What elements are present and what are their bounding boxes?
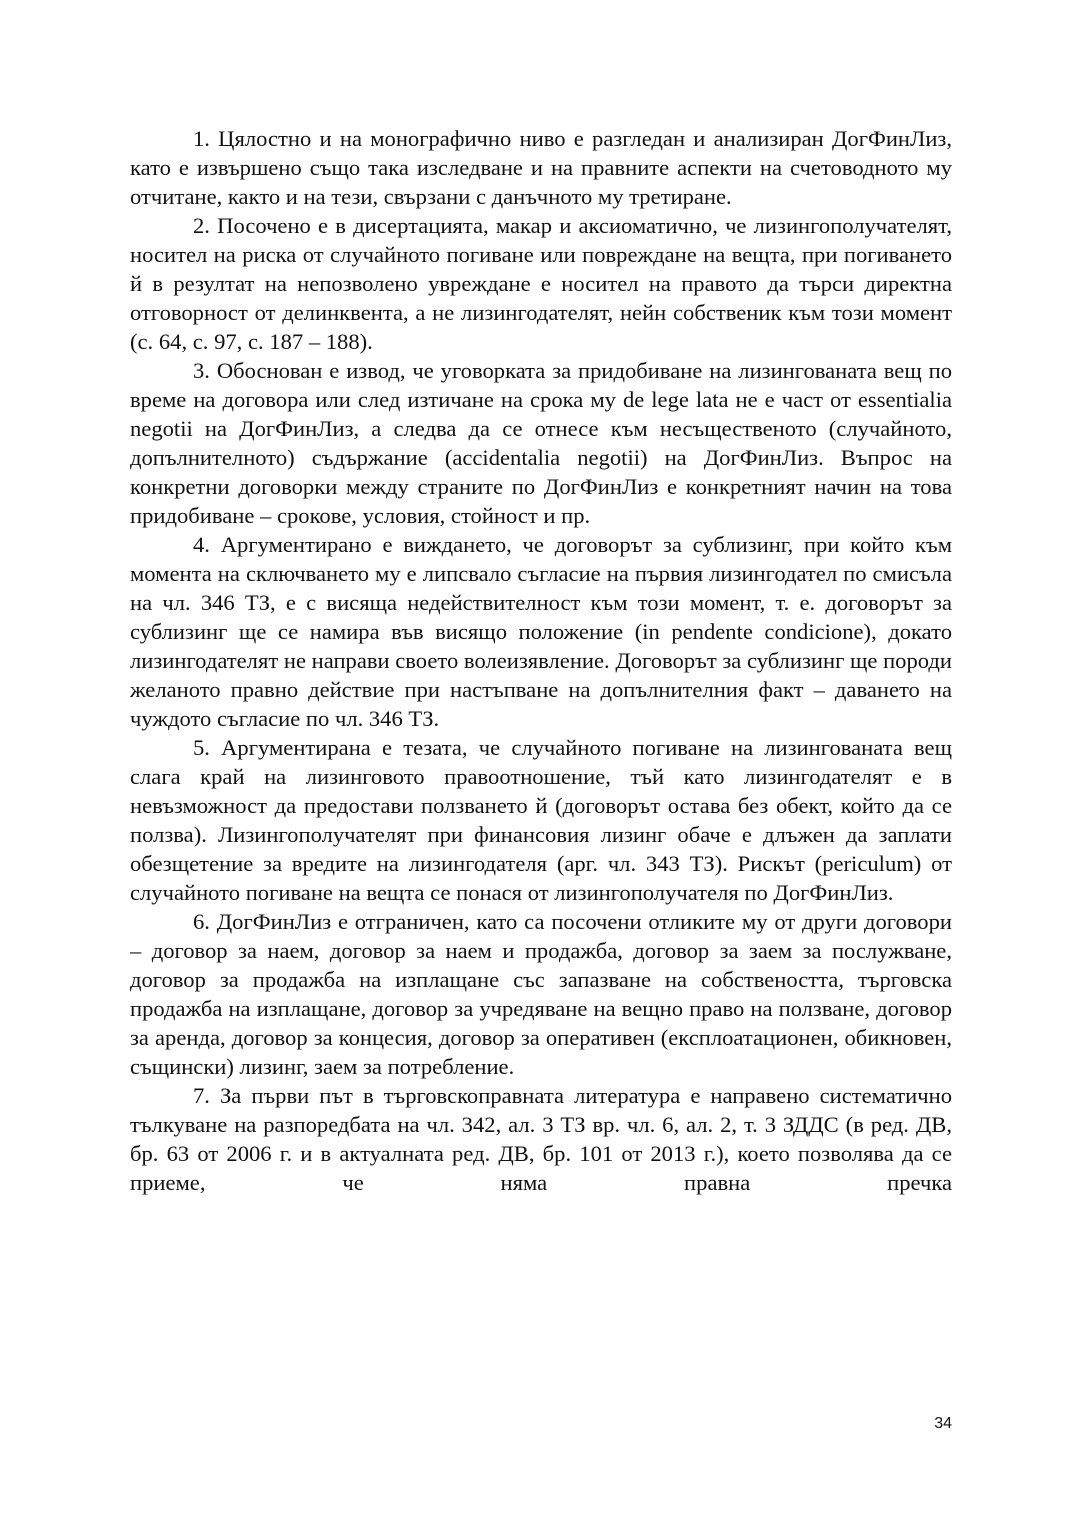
paragraph-7: 7. За първи път в търговскоправната литература е направено систематично тълкуване на разпоредбата на чл. 342, ал. 3 ТЗ вр. чл. 6, ал. 2, т. 3 ЗДДС (в ред. ДВ, бр. 63 от 2006 г. и в актуалната ред. ДВ, бр. 101 от 2013 г.), което позволява да се приеме, че няма правна пречка (130, 1083, 952, 1195)
paragraph-5: 5. Аргументирана е тезата, че случайното погиване на лизингованата вещ слага край на лизинговото правоотношение, тъй като лизингодателят е в невъзможност да предостави ползването й (договорът остава без обект, който да се ползва). Лизингополучателят при финансовия лизинг обаче е длъжен да заплати обезщетение за вредите на лизингодателя (арг. чл. 343 ТЗ). Рискът (periculum) от случайното погиване на вещта се понася от лизингополучателя по ДогФинЛиз. (130, 735, 952, 905)
paragraph-1: 1. Цялостно и на монографично ниво е разгледан и анализиран ДогФинЛиз, като е извършено също така изследване и на правните аспекти на счетоводното му отчитане, както и на тези, свързани с данъчното му третиране. (130, 126, 952, 209)
paragraph-3: 3. Обоснован е извод, че уговорката за придобиване на лизингованата вещ по време на договора или след изтичане на срока му de lege lata не е част от essentialia negotii на ДогФинЛиз, а следва да се отнесе към несъщественото (случайното, допълнителното) съдържание (accidentalia negotii) на ДогФинЛиз. Въпрос на конкретни договорки между страните по ДогФинЛиз е конкретният начин на това придобиване – срокове, условия, стойност и пр. (130, 358, 952, 528)
paragraph-6: 6. ДогФинЛиз е отграничен, като са посочени отликите му от други договори – договор за наем, договор за наем и продажба, договор за заем за послужване, договор за продажба на изплащане със запазване на собствеността, търговска продажба на изплащане, договор за учредяване на вещно право на ползване, договор за аренда, договор за концесия, договор за оперативен (експлоатационен, обикновен, същински) лизинг, заем за потребление. (130, 909, 952, 1079)
paragraph-4: 4. Аргументирано е виждането, че договорът за сублизинг, при който към момента на сключването му е липсвало съгласие на първия лизингодател по смисъла на чл. 346 ТЗ, е с висяща недействителност към този момент, т. е. договорът за сублизинг ще се намира във висящо положение (in pendente condicione), докато лизингодателят не направи своето волеизявление. Договорът за сублизинг ще породи желаното правно действие при настъпване на допълнителния факт – даването на чуждото съгласие по чл. 346 ТЗ. (130, 532, 953, 731)
document-body (130, 124, 952, 1197)
page-number: 34 (934, 1415, 952, 1432)
paragraph-2: 2. Посочено е в дисертацията, макар и аксиоматично, че лизингополучателят, носител на риска от случайното погиване или повреждане на вещта, при погиването й в резултат на непозволено увреждане е носител на правото да търси директна отговорност от делинквента, а не лизингодателят, нейн собственик към този момент (с. 64, с. 97, с. 187 – 188). (130, 213, 952, 354)
